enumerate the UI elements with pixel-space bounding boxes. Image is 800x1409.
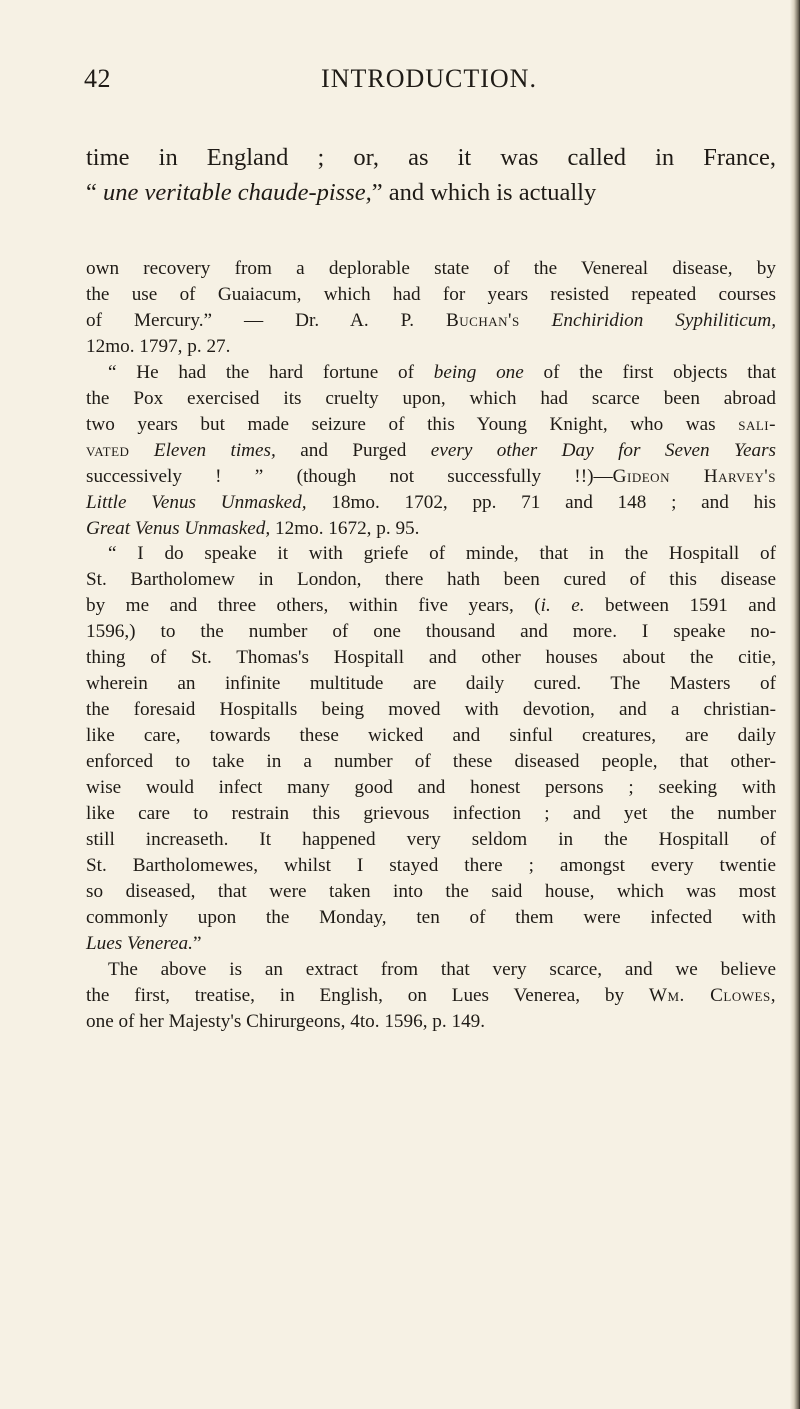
footnote-line: commonly upon the Monday, ten of them were infected with: [86, 906, 776, 928]
footnote-line: like care, towards these wicked and sinful creatures, are daily: [86, 725, 776, 747]
footnote-line: St. Bartholomewes, whilst I stayed there ; amongst every twentie: [86, 854, 776, 876]
footnote-line: 12mo. 1797, p. 27.: [86, 335, 231, 357]
footnote-line: vated Eleven times, and Purged every other Day for Seven Years: [86, 439, 777, 461]
footnote-line: Great Venus Unmasked, 12mo. 1672, p. 95.: [86, 517, 420, 539]
main-text-line: “ une veritable chaude-pisse,” and which is actually: [86, 179, 597, 206]
footnote-line: of Mercury.” — Dr. A. P. Buchan's Enchiridion Syphiliticum,: [86, 309, 777, 331]
footnote-line: the first, treatise, in English, on Lues Venerea, by Wm. Clowes,: [86, 984, 776, 1006]
footnote-line: successively ! ” (though not successfully !!)—Gideon Harvey's: [86, 465, 776, 487]
page-edge-shadow: [790, 0, 800, 1409]
footnote-line: own recovery from a deplorable state of the Venereal disease, by: [86, 258, 776, 279]
page-number: 42: [84, 64, 111, 93]
page-header: [84, 64, 774, 98]
footnote-line: 1596,) to the number of one thousand and more. I speake no-: [86, 621, 776, 643]
footnote-line: enforced to take in a number of these diseased people, that other-: [86, 751, 776, 773]
footnote-line: two years but made seizure of this Young Knight, who was sali-: [86, 413, 776, 435]
footnote-line: thing of St. Thomas's Hospitall and other houses about the citie,: [86, 647, 776, 669]
footnote-line: by me and three others, within five years, (i. e. between 1591 and: [86, 595, 776, 617]
footnote-line: Little Venus Unmasked, 18mo. 1702, pp. 71 and 148 ; and his: [86, 491, 776, 513]
footnote-line: so diseased, that were taken into the said house, which was most: [86, 880, 776, 902]
footnote-line: “ I do speake it with griefe of minde, that in the Hospitall of: [108, 543, 776, 565]
footnote-line: St. Bartholomew in London, there hath been cured of this disease: [86, 569, 776, 591]
footnote-line: Lues Venerea.”: [86, 932, 202, 954]
footnote-block: [86, 256, 776, 1035]
main-text-line: time in England ; or, as it was called in France,: [86, 144, 776, 171]
footnote-line: wise would infect many good and honest persons ; seeking with: [86, 777, 776, 799]
footnote-line: the Pox exercised its cruelty upon, which had scarce been abroad: [86, 387, 776, 409]
footnote-line: wherein an infinite multitude are daily cured. The Masters of: [86, 673, 776, 695]
footnote-line: The above is an extract from that very scarce, and we believe: [108, 958, 776, 980]
footnote-line: one of her Majesty's Chirurgeons, 4to. 1596, p. 149.: [86, 1010, 486, 1032]
footnote-line: like care to restrain this grievous infection ; and yet the number: [86, 803, 776, 825]
footnote-line: “ He had the hard fortune of being one of the first objects that: [108, 361, 776, 383]
footnote-line: the use of Guaiacum, which had for years resisted repeated courses: [86, 283, 776, 305]
footnote-line: the foresaid Hospitalls being moved with devotion, and a christian-: [86, 699, 776, 721]
running-title: INTRODUCTION.: [321, 64, 537, 93]
footnote-line: still increaseth. It happened very seldom in the Hospitall of: [86, 828, 776, 850]
main-text: [86, 140, 776, 210]
